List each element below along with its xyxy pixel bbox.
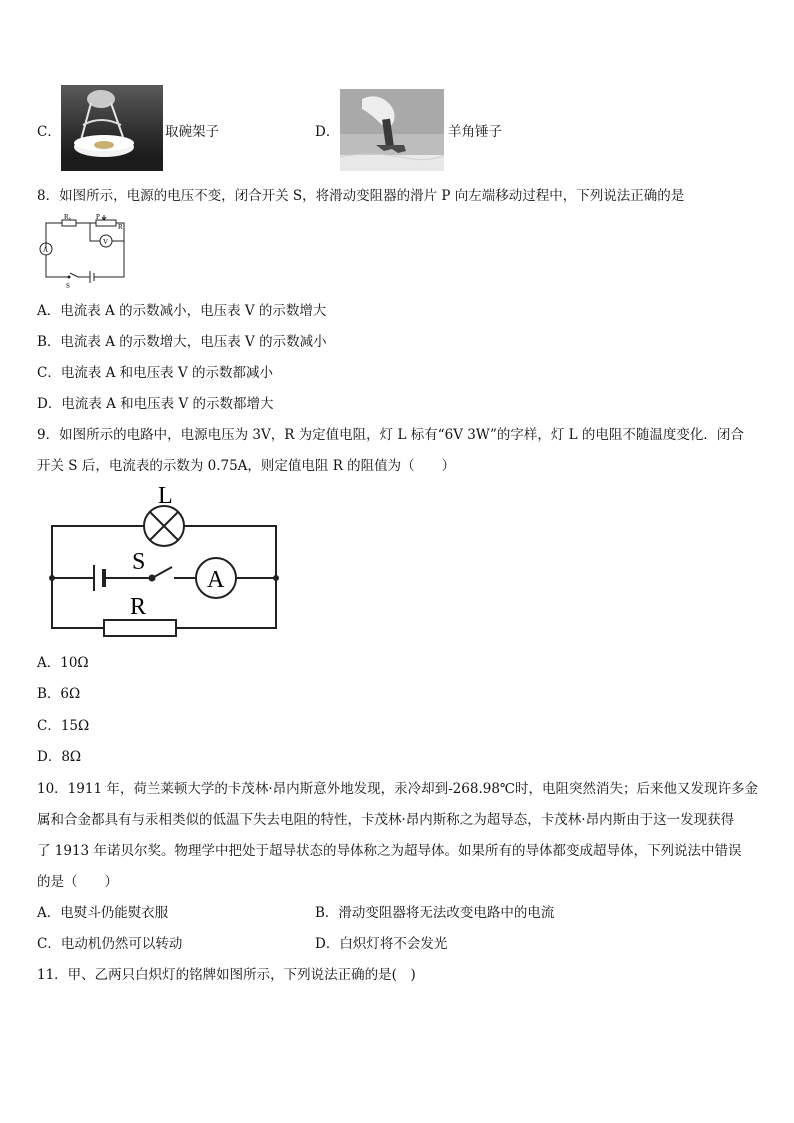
q10-stem-line3: 了 1913 年诺贝尔奖。物理学中把处于超导状态的导体称之为超导体。如果所有的导体都变成超导体，下列说法中错误 <box>37 843 742 859</box>
q10-option-a: A．电熨斗仍能熨衣服 <box>37 905 169 921</box>
q8-option-a: A．电流表 A 的示数减小，电压表 V 的示数增大 <box>37 303 327 319</box>
q8-option-c: C．电流表 A 和电压表 V 的示数都减小 <box>37 365 273 381</box>
claw-hammer-photo <box>340 89 444 171</box>
q7-option-c-caption: 取碗架子 <box>165 124 219 140</box>
claw-hammer-image <box>340 89 444 171</box>
q9-option-b: B．6Ω <box>37 686 81 702</box>
q9-circuit-diagram <box>44 485 288 645</box>
q7-option-d-caption: 羊角锤子 <box>448 124 502 140</box>
q7-option-d-letter: D． <box>315 124 340 140</box>
q9-label-l: L <box>158 485 173 509</box>
q10-stem-line1: 10．1911 年，荷兰莱顿大学的卡茂林·昂内斯意外地发现，汞冷却到-268.98℃时，电阻突然消失；后来他又发现许多金 <box>37 781 759 797</box>
q9-label-s: S <box>132 549 146 575</box>
q8-label-p: P <box>96 213 100 221</box>
q10-option-b: B．滑动变阻器将无法改变电路中的电流 <box>315 905 555 921</box>
q9-label-r: R <box>130 594 147 620</box>
q8-label-r0: R₀ <box>64 213 72 221</box>
q9-option-c: C．15Ω <box>37 718 90 734</box>
q10-stem-line4: 的是（ ） <box>37 874 118 890</box>
q11-stem: 11．甲、乙两只白炽灯的铭牌如图所示，下列说法正确的是( ) <box>37 967 416 983</box>
q8-label-r: R <box>118 223 123 231</box>
q8-option-b: B．电流表 A 的示数增大，电压表 V 的示数减小 <box>37 334 327 350</box>
q8-label-a: A <box>43 246 49 254</box>
q8-circuit-diagram <box>34 211 134 291</box>
q8-option-d: D．电流表 A 和电压表 V 的示数都增大 <box>37 396 274 412</box>
bowl-clamp-photo <box>61 85 163 171</box>
q9-label-a: A <box>207 567 225 593</box>
q9-option-d: D．8Ω <box>37 749 82 765</box>
q10-stem-line2: 属和合金都具有与汞相类似的低温下失去电阻的特性，卡茂林·昂内斯称之为超导态，卡茂林·昂内斯由于这一发现获得 <box>37 812 735 828</box>
q8-stem: 8．如图所示，电源的电压不变，闭合开关 S，将滑动变阻器的滑片 P 向左端移动过程中，下列说法正确的是 <box>37 188 685 204</box>
q9-stem-line1: 9．如图所示的电路中，电源电压为 3V，R 为定值电阻，灯 L 标有“6V 3W”的字样，灯 L 的电阻不随温度变化．闭合 <box>37 427 744 443</box>
q7-option-c-letter: C． <box>37 124 61 140</box>
q8-label-s: S <box>66 282 70 290</box>
q9-option-a: A．10Ω <box>37 655 89 671</box>
q9-stem-line2: 开关 S 后，电流表的示数为 0.75A，则定值电阻 R 的阻值为（ ） <box>37 458 456 474</box>
bowl-clamp-image <box>61 85 163 171</box>
q8-label-v: V <box>103 238 109 246</box>
q10-option-c: C．电动机仍然可以转动 <box>37 936 183 952</box>
q9-resistor-r <box>104 620 176 636</box>
q10-option-d: D．白炽灯将不会发光 <box>315 936 448 952</box>
